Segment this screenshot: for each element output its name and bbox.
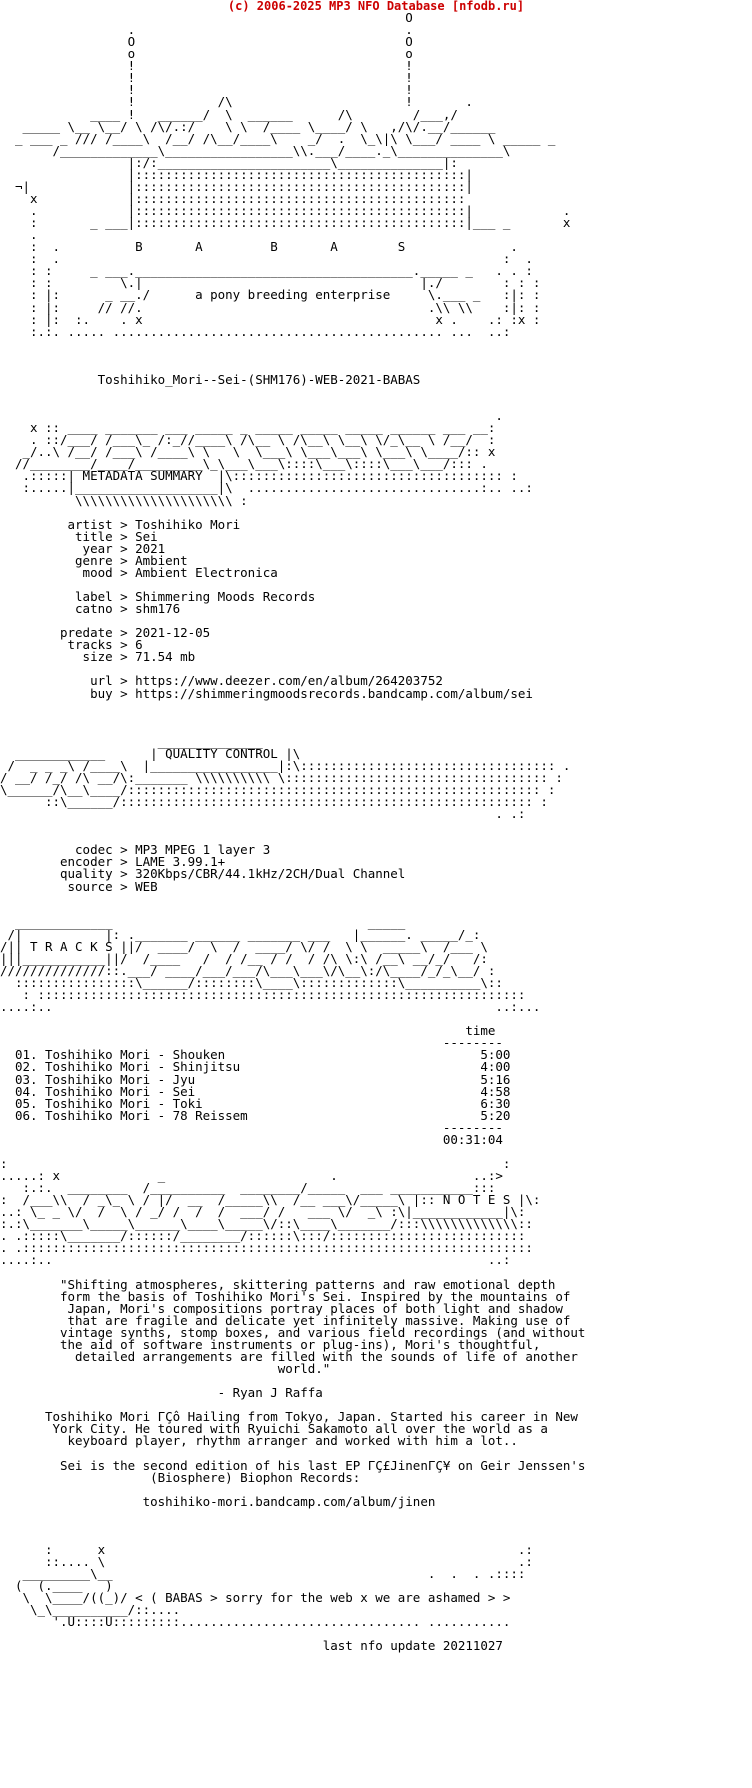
nfo-line: vintage synths, stomp boxes, and various field recordings (and without [0,1324,586,1340]
nfo-line: . . [0,22,413,38]
nfo-line: / __/ /_/ /\ __/\:_______ \\\\\\\\\\ \::::::::::::::::::::::::::::::::::: : [0,769,563,785]
nfo-line: ::::::::::::::::\______/::::::::\____\:::::::::::::\__________\:: [0,975,503,990]
nfo-line: o o [0,46,413,62]
nfo-line: (Biosphere) Biophon Records: [0,1469,361,1485]
nfo-line: ! ! [0,70,413,86]
nfo-line: x :: ____ _______ ___ _____ _ _____ _____ _____ ______ ___ __: [0,420,496,436]
nfo-line: ____ ! ______/ \ ______ /\ /___,/ [0,106,458,122]
nfo-line: //////////////::.___/ ____/___/___/\___\___\/\__\:/\____/_/_\__/ : [0,962,496,978]
nfodb-header: (c) 2006-2025 MP3 NFO Database [nfodb.ru] [227,0,525,13]
nfo-line: source > WEB [0,878,158,894]
nfo-line: last nfo update 20211027 [0,1638,503,1654]
nfo-line: tracks > 6 [0,637,143,653]
nfo-line: url > https://www.deezer.com/en/album/264203752 [0,673,443,689]
nfo-line: . [0,227,38,243]
nfo-line: .....: x _ . ..:> [0,1168,503,1183]
nfo-line: //________/____/_________\_\___\___\::::\___\::::\___\___/::: . [0,456,488,472]
nfo-line: :.:\_______\_____\______\____\_____\/::\____\_______/:::\\\\\\\\\\\\\:: [0,1216,533,1232]
nfo-line: /|| T R A C K S ||/ ____/ \ / ____/ \/ / \ \ _____\ /___ \ [0,938,488,954]
nfo-line: that are fragile and delicate yet infinitely massive. Making use of [0,1312,571,1328]
nfo-line: ( (.____ ) [0,1578,113,1594]
nfo-line: 05. Toshihiko Mori - Toki 6:30 [0,1095,511,1111]
nfo-line: : . B A B A S . [0,239,518,255]
nfo-line: /| |: ._______ ______ _______ ___ |______. _____/_: [0,926,481,942]
nfo-line: ____________ | QUALITY CONTROL |\ [0,745,301,761]
nfo-line: - Ryan J Raffa [0,1385,323,1401]
nfo-line: \_\__________/::.... [0,1602,181,1618]
nfo-line: _____ \__ \__/ \ /\/.:/ \ \ /____ \____/ \ ,/\/.__/______ [0,118,496,134]
nfo-document [0,12,752,1653]
nfo-line: label > Shimmering Moods Records [0,589,316,604]
nfo-line: : |: _ __./ a pony breeding enterprise \.___ _ :|: : [0,287,541,303]
nfo-line: ______________ [0,733,263,749]
nfo-line: the aid of software instruments or plug-ins), Mori's thoughtful, [0,1336,541,1352]
nfo-line: _ ___ _ /// /____\ /__/ /\__/____\ _/ . \_\|\ \___/ ____ \ _____ _ [0,130,556,146]
nfo-line: Toshihiko_Mori--Sei-(SHM176)-WEB-2021-BABAS [0,371,421,387]
nfo-line: quality > 320Kbps/CBR/44.1kHz/2CH/Dual Channel [0,866,406,882]
nfo-line: : /___\\ / _\_ \ / |/ __ /_____\\ /__ ___\/_____\ |:: N O T E S |\: [0,1192,541,1208]
nfo-line: time [0,1023,496,1039]
nfo-line: codec > MP3 MPEG 1 layer 3 [0,842,271,858]
nfo-line: detailed arrangements are filled with the sounds of life of another [0,1348,578,1364]
nfo-line: encoder > LAME 3.99.1+ [0,854,226,870]
nfo-line: / _ _ _\ /____\ |_________________|:\:::::::::::::::::::::::::::::::::: . [0,757,571,773]
nfo-line: .:::::| METADATA SUMMARY |\:::::::::::::::::::::::::::::::::::: : [0,468,518,484]
nfo-line: 06. Toshihiko Mori - 78 Reissem 5:20 [0,1107,511,1123]
nfo-line: . .:::::::::::::::::::::::::::::::::::::::::::::::::::::::::::::::::::: [0,1240,533,1256]
nfo-line: |::::::::::::::::::::::::::::::::::::::::::::| [0,166,473,182]
nfo-line: York City. He toured with Ryuichi Sakamoto all over the world as a [0,1421,548,1437]
nfo-line: -------- [0,1035,503,1051]
nfo-line: year > 2021 [0,540,166,556]
nfo-line: :.....|___________________|\ ...............................:.. ..: [0,480,533,496]
nfo-line: \ \____/((_)/ < ( BABAS > sorry for the web x we are ashamed > > [0,1590,511,1606]
nfo-line: _________\__ . . . .:::: [0,1566,526,1582]
nfo-line: genre > Ambient [0,552,188,568]
nfo-line: 01. Toshihiko Mori - Shouken 5:00 [0,1047,511,1063]
nfo-line: ! ! [0,58,413,74]
nfo-line: ::\______/::::::::::::::::::::::::::::::::::::::::::::::::::::::: : [0,794,548,810]
nfo-line: ¬| |::::::::::::::::::::::::::::::::::::::::::::| [0,178,473,194]
nfo-line: ....:.. ..:... [0,999,541,1015]
nfo-line: : : [0,1155,511,1171]
nfo-line: world." [0,1361,331,1376]
nfo-line: form the basis of Toshihiko Mori's Sei. Inspired by the mountains of [0,1288,571,1304]
nfo-line: ::.... \ .: [0,1554,533,1569]
nfo-line: : x .: [0,1541,533,1557]
nfo-line: O O [0,34,413,50]
nfo-line: 04. Toshihiko Mori - Sei 4:58 [0,1083,511,1099]
nfo-line: . .:::::\_______/::::::/________/::::::\:::/:::::::::::::::::::::::::: [0,1228,526,1244]
nfo-line: : |: // //. .\\ \\ :|: : [0,299,541,315]
nfo-line: : . : . [0,251,533,267]
nfo-line: _/..\ /__/ /___\ /____\ \ \ \___\ \___\___\ \___\ \____/:: x [0,444,496,460]
nfo-line: buy > https://shimmeringmoodsrecords.bandcamp.com/album/sei [0,685,533,701]
nfo-line: ....:.. ..: [0,1252,511,1268]
nfo-line: artist > Toshihiko Mori [0,516,241,532]
nfo-line: ! /\ ! . [0,94,473,110]
nfo-line: '.U::::U:::::::::................................ ........... [0,1614,511,1630]
nfo-line: predate > 2021-12-05 [0,625,211,641]
nfo-line: 02. Toshihiko Mori - Shinjitsu 4:00 [0,1059,511,1075]
nfo-line: "Shifting atmospheres, skittering patterns and raw emotional depth [0,1276,556,1292]
nfo-line: : : _ ___._____________________________________._____ _ . . : [0,263,533,279]
nfo-line: ! ! [0,82,413,98]
nfo-line: /_____________\_________________\\.___/____._\______________\ [0,142,511,158]
nfo-line: . |::::::::::::::::::::::::::::::::::::::::::::| . [0,203,571,218]
nfo-line: Sei is the second edition of his last EP ΓÇ£JinenΓÇ¥ on Geir Jenssen's [0,1457,586,1473]
nfo-line: 00:31:04 [0,1131,503,1147]
nfo-line: : ::::::::::::::::::::::::::::::::::::::::::::::::::::::::::::::::: [0,987,526,1003]
nfo-line: : : \.| |./ : : : [0,275,541,291]
nfo-line: toshihiko-mori.bandcamp.com/album/jinen [0,1493,436,1509]
nfo-line: 03. Toshihiko Mori - Jyu 5:16 [0,1071,511,1087]
nfo-line: . [0,408,503,424]
nfo-line: keyboard player, rhythm arranger and worked with him a lot.. [0,1433,518,1449]
nfo-line: Toshihiko Mori ΓÇô Hailing from Tokyo, Japan. Started his career in New [0,1409,578,1425]
nfo-line: size > 71.54 mb [0,649,196,665]
nfo-line: _____________ _____ [0,914,406,930]
nfo-line: -------- [0,1119,503,1135]
nfo-line: :.:. ..... ............................................ ... ..: [0,323,511,339]
nfo-line: |||___________||/ /____ / / /__ / / / /\ \:\ /__\ __/_/ /: [0,950,488,966]
nfo-line: \______/\__\____/::::::::::::::::::::::::::::::::::::::::::::::::::::::: : [0,782,556,797]
nfo-line: . .: [0,806,526,822]
nfo-line: O [0,10,413,25]
nfo-line: catno > shm176 [0,601,181,617]
nfo-line: : |: :. . x x . .: :x : [0,311,541,327]
nfo-line: x |:::::::::::::::::::::::::::::::::::::::::::: [0,190,466,206]
nfo-line: |:/:_______________________\______________|: [0,154,458,170]
nfo-line: \\\\\\\\\\\\\\\\\\\\\ : [0,492,248,508]
nfo-line: . ::/___/ /___\_ /:_//____\ /\__ \ /\__\ \__\ \/_\__ \ /__/ : [0,432,496,448]
nfo-line: title > Sei [0,528,158,544]
nfo-line: Japan, Mori's compositions portray places of both light and shadow [0,1300,563,1316]
nfo-line: :.:. ________ /__________ ________/_____ ___ ___________::: [0,1180,496,1196]
nfo-line: mood > Ambient Electronica [0,564,278,580]
nfo-line: ..: \_ _ \/ / \ / _/ / / / ___/ / ___ \/ _\ :\|____________|\: [0,1204,526,1220]
nfo-line: : _ ___|::::::::::::::::::::::::::::::::::::::::::::|___ _ x [0,215,571,231]
